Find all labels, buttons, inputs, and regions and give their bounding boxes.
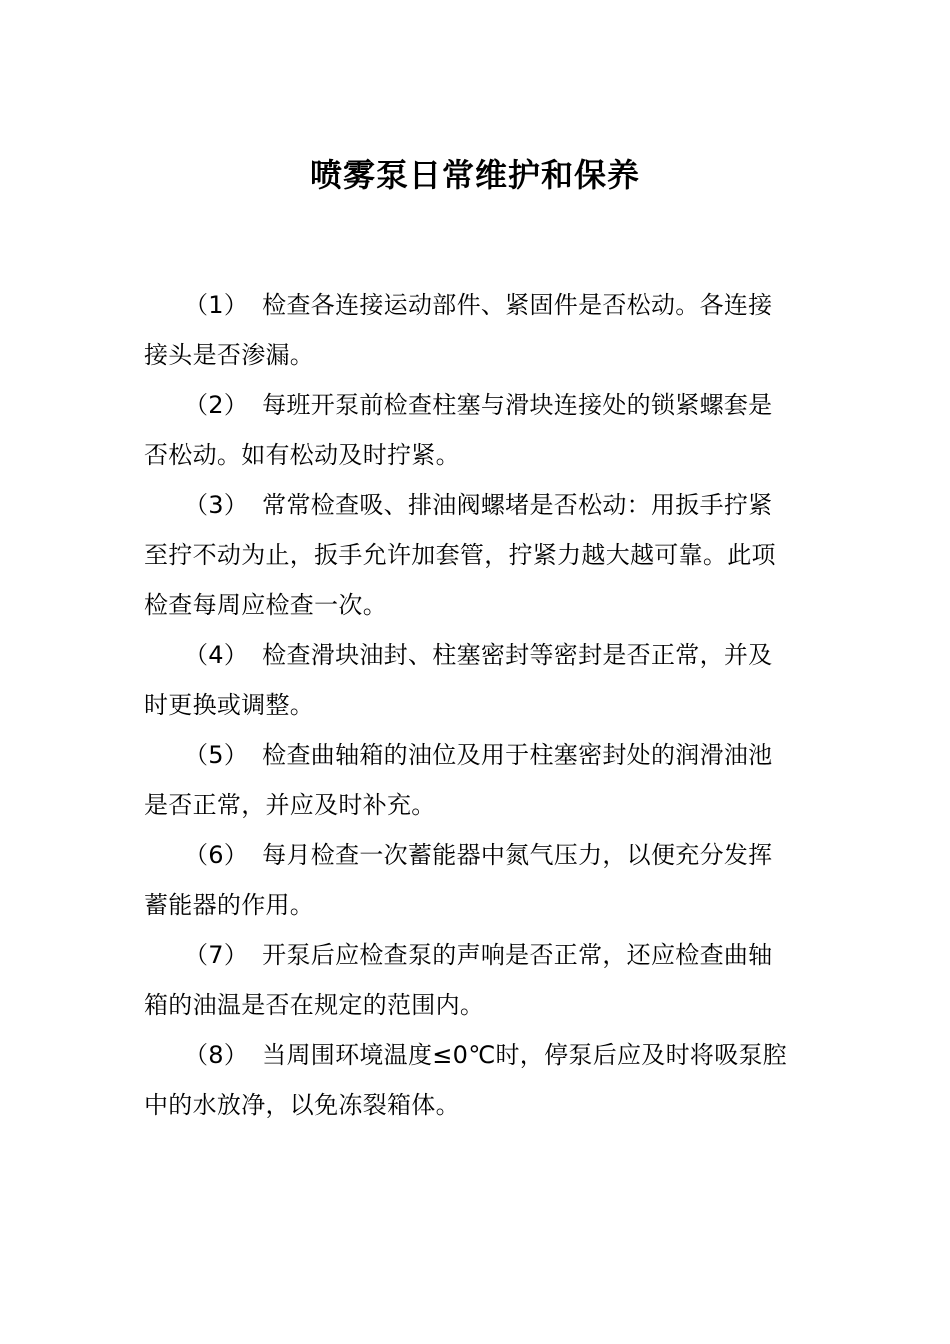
maintenance-item-3 <box>144 480 794 630</box>
item-text: 当周围环境温度≤0℃时，停泵后应及时将吸泵腔中的水放净，以免冻裂箱体。 <box>144 1041 788 1119</box>
item-text: 每班开泵前检查柱塞与滑块连接处的锁紧螺套是否松动。如有松动及时拧紧。 <box>144 391 773 469</box>
item-number: （8） <box>184 1041 249 1069</box>
item-number: （1） <box>184 291 249 319</box>
maintenance-item-1 <box>144 280 794 380</box>
document-body <box>144 280 794 1130</box>
item-number: （6） <box>184 841 249 869</box>
maintenance-item-5 <box>144 730 794 830</box>
maintenance-item-4 <box>144 630 794 730</box>
maintenance-item-7 <box>144 930 794 1030</box>
item-text: 每月检查一次蓄能器中氮气压力，以便充分发挥蓄能器的作用。 <box>144 841 773 919</box>
item-text: 检查各连接运动部件、紧固件是否松动。各连接接头是否渗漏。 <box>144 291 773 369</box>
item-number: （5） <box>184 741 249 769</box>
maintenance-item-8 <box>144 1030 794 1130</box>
item-number: （2） <box>184 391 249 419</box>
item-number: （3） <box>184 491 249 519</box>
item-text: 开泵后应检查泵的声响是否正常，还应检查曲轴箱的油温是否在规定的范围内。 <box>144 941 773 1019</box>
item-text: 常常检查吸、排油阀螺堵是否松动：用扳手拧紧至拧不动为止，扳手允许加套管，拧紧力越大越可靠。此项检查每周应检查一次。 <box>144 491 776 619</box>
item-number: （7） <box>184 941 249 969</box>
item-text: 检查曲轴箱的油位及用于柱塞密封处的润滑油池是否正常，并应及时补充。 <box>144 741 773 819</box>
item-text: 检查滑块油封、柱塞密封等密封是否正常，并及时更换或调整。 <box>144 641 773 719</box>
maintenance-item-2 <box>144 380 794 480</box>
maintenance-item-6 <box>144 830 794 930</box>
document-title: 喷雾泵日常维护和保养 <box>309 156 640 194</box>
item-number: （4） <box>184 641 249 669</box>
